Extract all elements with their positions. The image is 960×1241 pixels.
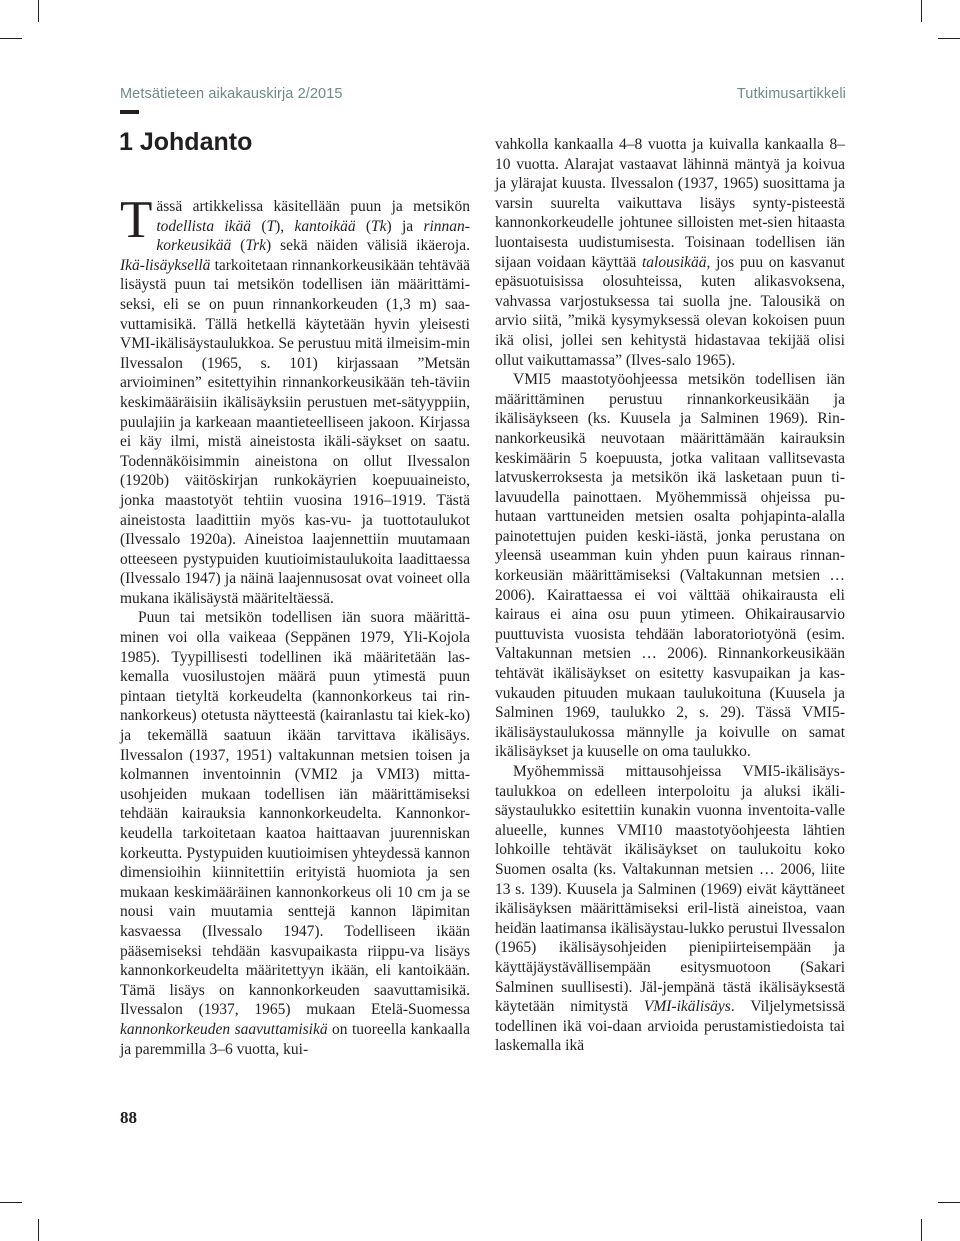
italic-term: todellista ikää: [156, 217, 252, 235]
crop-mark: [921, 1219, 922, 1241]
right-column: [495, 135, 845, 1056]
journal-header: Metsätieteen aikakauskirja 2/2015: [120, 86, 343, 102]
text-run: ässä artikkelissa käsitellään puun ja metsikön: [156, 198, 470, 215]
drop-cap: T: [120, 191, 153, 249]
italic-term: Tk: [371, 217, 387, 235]
paragraph: [495, 762, 845, 1056]
text-run: Myöhemmissä mittausohjeissa VMI5-ikälisäys-taulukkoa on edelleen interpoloitu ja aluksi ikäli-säystaulukko esitettiin kunakin vuonna inventoita-valle alueelle, kunnes VMI10 maastotyöohjeesta lähtien lohkoille tehtävät ikälisäykset on taulukoitu koko Suomen osalta (ks. Valtakunnan metsien … 2006, liite 13 s. 139). Kuusela ja Salminen (1969) eivät käyttäneet ikälisäyksen määrittämiseksi eril-listä aineistoa, vaan heidän laatimansa ikälisäystau-lukko perustui Ilvessalon (1965) ikälisäysohjeiden pienipiirteisempään ja käyttäjäystävällisempään esitysmuotoon (Sakari Salminen suullisesti). Jäl-jempänä tästä ikälisäyksestä käytetään nimitystä: [495, 763, 845, 1016]
paragraph: [120, 191, 470, 608]
crop-mark: [0, 1202, 22, 1203]
crop-mark: [38, 1219, 39, 1241]
italic-term: Ikä-lisäyksellä: [120, 256, 211, 274]
italic-term: Trk: [245, 237, 267, 255]
header-rule: [120, 110, 139, 114]
text-run: VMI5 maastotyöohjeessa metsikön todellisen iän määrittäminen perustuu rinnankorkeusikään ja ikälisäykseen (ks. Kuusela ja Salminen 1969). Rin-nankorkeusikä neuvotaan määrittämään kairauksin keskimäärin 5 koepuusta, jotka valitaan vallitsevasta latvuskerroksesta ja metsikön ikä lasketaan puun ti-lavuudella painottaen. Myöhemmissä ohjeissa pu-hutaan varttuneiden metsien osalta pohjapinta-alalla painotettujen puiden keski-iästä, jonka perustana on yleensä useamman kuin yhden puun kairaus rinnan-korkeusiän määrittämiseksi (Valtakunnan metsien … 2006). Kairattaessa ei voi välttää ohikairausta eli kairaus ei aina osu puun ytimeen. Ohikairausarvio puuttuvista vuosista tehdään laboratoriotyönä (esim. Valtakunnan metsien … 2006). Rinnankorkeusikään tehtävät ikälisäykset on esitetty kasvupaikan ja kas-vukauden pituuden mukaan taulukoituna (Kuusela ja Salminen 1969, taulukko 2, s. 29). Tässä VMI5-ikälisäystaulukossa männylle ja koivulle on samat ikälisäykset ja kuuselle on oma taulukko.: [495, 371, 845, 761]
left-column: [120, 191, 470, 1059]
page-number: 88: [120, 1108, 137, 1127]
text-run: (: [231, 237, 246, 255]
crop-mark: [921, 0, 922, 22]
crop-mark: [938, 38, 960, 39]
crop-mark: [0, 38, 22, 39]
text-run: tarkoitetaan rinnankorkeusikään tehtävää lisäystä puun tai metsikön todellisen iän määrittämi-seksi, eli se on puun rinnankorkeuden (1,3 m) saa-vuttamisikä. Tällä hetkellä käytetään hyvin yleisesti VMI-ikälisäystaulukkoa. Se perustuu mitä ilmeisim-min Ilvessalon (1965, s. 101) kirjassaan ”Metsän arvioiminen” esitettyihin rinnankorkeusikään teh-täviin keskimääräisiin ikälisäyksiin perustuen met-sätyyppiin, puulajiin ja karkeaan maantieteelliseen jakoon. Kirjassa ei käy ilmi, mistä aineistosta ikäli-säykset on saatu. Todennäköisimmin aineistona on ollut Ilvessalon (1920b) väitöskirjan runkokäyrien koepuuaineisto, jonka maastotyöt tehtiin vuosina 1916–1919. Tästä aineistosta laadittiin myös kas-vu- ja tuottotaulukot (Ilvessalo 1920a). Aineistoa laajennettiin muutamaan otteeseen pystypuiden kuutioimistaulukoita laadittaessa (Ilvessalo 1947) ja näinä laajennusosat ovat voineet olla mukana ikälisäystä määriteltäessä.: [120, 256, 470, 607]
text-run: Puun tai metsikön todellisen iän suora määrittä-minen voi olla vaikeaa (Seppänen 1979, Yli-Kojola 1985). Tyypillisesti todellinen ikä määritetään las-kemalla vuosilustojen määrä puun ytimestä puun pintaan tietyltä korkeudelta (kannonkorkeus tai rin-nankorkeus) otetusta näytteestä (kairanlastu tai kiek-ko) ja tekemällä saatuun ikään tarvittava ikälisäys. Ilvessalon (1937, 1951) valtakunnan metsien toisen ja kolmannen inventoinnin (VMI2 ja VMI3) mitta-usohjeiden mukaan todellisen iän määrittämiseksi tehdään kairauksia kannonkorkeudelta. Kannonkor-keudella tarkoitetaan kaatoa haittaavan juurenniskan korkeutta. Pystypuiden kuutioimisen yhteydessä kannon dimensioihin kiinnitettiin erityistä huomiota ja sen mukaan keskimääräinen kannonkorkeus oli 10 cm ja se nousi vain muutamia senttejä kannon läpimitan kasvaessa (Ilvessalo 1947). Todelliseen ikään pääsemiseksi tehdään kasvupaikasta riippu-va lisäys kannonkorkeudelta määritettyyn ikään, eli kantoikään. Tämä lisäys on kannonkorkeuden saavuttamisikä. Ilvessalon (1937, 1965) mukaan Etelä-Suomessa: [120, 609, 470, 1019]
text-run: . Viljelymetsissä todellinen ikä voi-daan arvioida perustamistiedoista tai laskemalla ikä: [495, 998, 845, 1055]
italic-term: T: [266, 217, 276, 235]
text-run: (: [355, 217, 372, 235]
text-run: ),: [275, 217, 295, 235]
italic-term: kantoikää: [294, 217, 356, 235]
italic-term: kannonkorkeuden saavuttamisikä: [120, 1020, 328, 1038]
text-run: ) sekä näiden välisiä ikäeroja.: [266, 237, 470, 255]
text-run: , jos puu on kasvanut epäsuotuisissa olosuhteissa, kuten alikasvoksena, vahvassa varjostuksessa tai suolla jne. Talousikä on arvio siitä, ”mikä kysymyksessä olevan kokoisen puun ikä olisi, jollei sen kehitystä hidastavaa tekijää olisi ollut vaikuttamassa” (Ilves-salo 1965).: [495, 253, 845, 369]
text-run: ) ja: [386, 217, 424, 235]
paragraph: [120, 608, 470, 1059]
text-run: (: [251, 217, 267, 235]
article-type-header: Tutkimusartikkeli: [736, 86, 846, 102]
paragraph: [495, 370, 845, 762]
text-run: on tuoreella kankaalla ja paremmilla 3–6 vuotta, kui-: [120, 1020, 470, 1058]
section-title: 1 Johdanto: [119, 128, 253, 156]
paragraph: [495, 135, 845, 370]
crop-mark: [38, 0, 39, 22]
text-run: vahkolla kankaalla 4–8 vuotta ja kuivalla kankaalla 8–10 vuotta. Alarajat vastaavat lähinnä mäntyä ja koivua ja ylärajat kuusta. Ilvessalon (1937, 1965) suosittama ja varsin suurelta vaikuttava lisäys synty-pisteestä kannonkorkeudelle johtunee silloisten met-sien hitaasta luontaisesta uudistumisesta. Toisinaan todellisen iän sijaan voidaan käyttää: [495, 136, 845, 271]
crop-mark: [938, 1202, 960, 1203]
italic-term: VMI-ikälisäys: [643, 998, 731, 1016]
italic-term: rinnan-korkeusikää: [156, 217, 470, 255]
italic-term: talousikää: [641, 253, 707, 271]
